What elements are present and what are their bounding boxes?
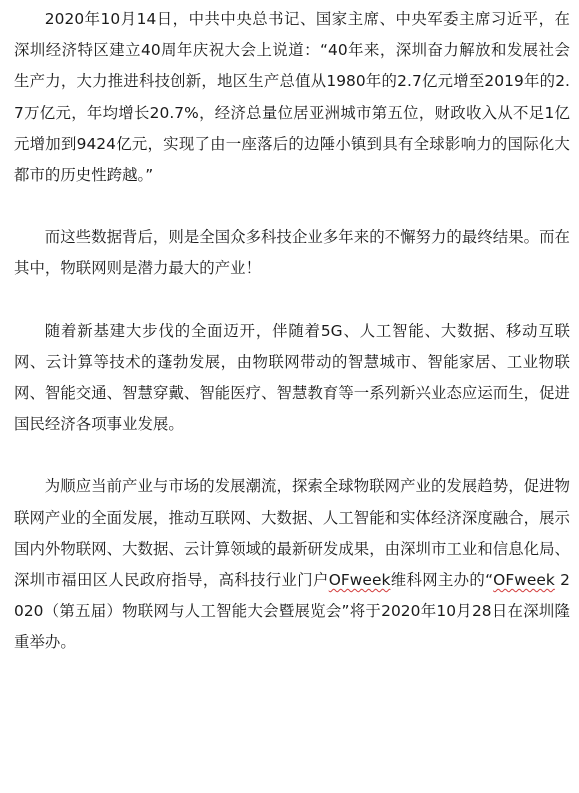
brand-name: OFweek xyxy=(493,571,555,590)
paragraph-4-text-b: 维科网主办的“ xyxy=(390,571,494,590)
paragraph-4-text-a: 为顺应当前产业与市场的发展潮流，探索全球物联网产业的发展趋势，促进物联网产业的全面发展，推动互联网、大数据、人工智能和实体经济深度融合，展示国内外物联网、大数据、云计算领域的最新研发成果，由深圳市工业和信息化局、深圳市福田区人民政府指导，高科技行业门户 xyxy=(14,477,570,590)
brand-name: OFweek xyxy=(328,571,391,590)
paragraph-3: 随着新基建大步伐的全面迈开，伴随着5G、人工智能、大数据、移动互联网、云计算等技术的蓬勃发展，由物联网带动的智慧城市、智能家居、工业物联网、智能交通、智慧穿戴、智能医疗、智慧教育等一系列新兴业态应运而生，促进国民经济各项事业发展。 xyxy=(14,321,570,434)
paragraph-4-text-c: 2020（第五届）物联网与人工智能大会暨展览会”将于2020年10月28日在深圳隆重举办。 xyxy=(14,571,570,652)
paragraph-1: 2020年10月14日，中共中央总书记、国家主席、中央军委主席习近平，在深圳经济特区建立40周年庆祝大会上说道：“40年来，深圳奋力解放和发展社会生产力，大力推进科技创新，地区生产总值从1980年的2.7亿元增至2019年的2.7万亿元，年均增长20.7%，经济总量位居亚洲城市第五位，财政收入从不足1亿元增加到9424亿元，实现了由一座落后的边陲小镇到具有全球影响力的国际化大都市的历史性跨越。” xyxy=(14,10,570,185)
paragraph-2: 而这些数据背后，则是全国众多科技企业多年来的不懈努力的最终结果。而在其中，物联网则是潜力最大的产业！ xyxy=(14,228,570,278)
article-body xyxy=(14,4,570,659)
paragraph-4 xyxy=(14,471,570,658)
